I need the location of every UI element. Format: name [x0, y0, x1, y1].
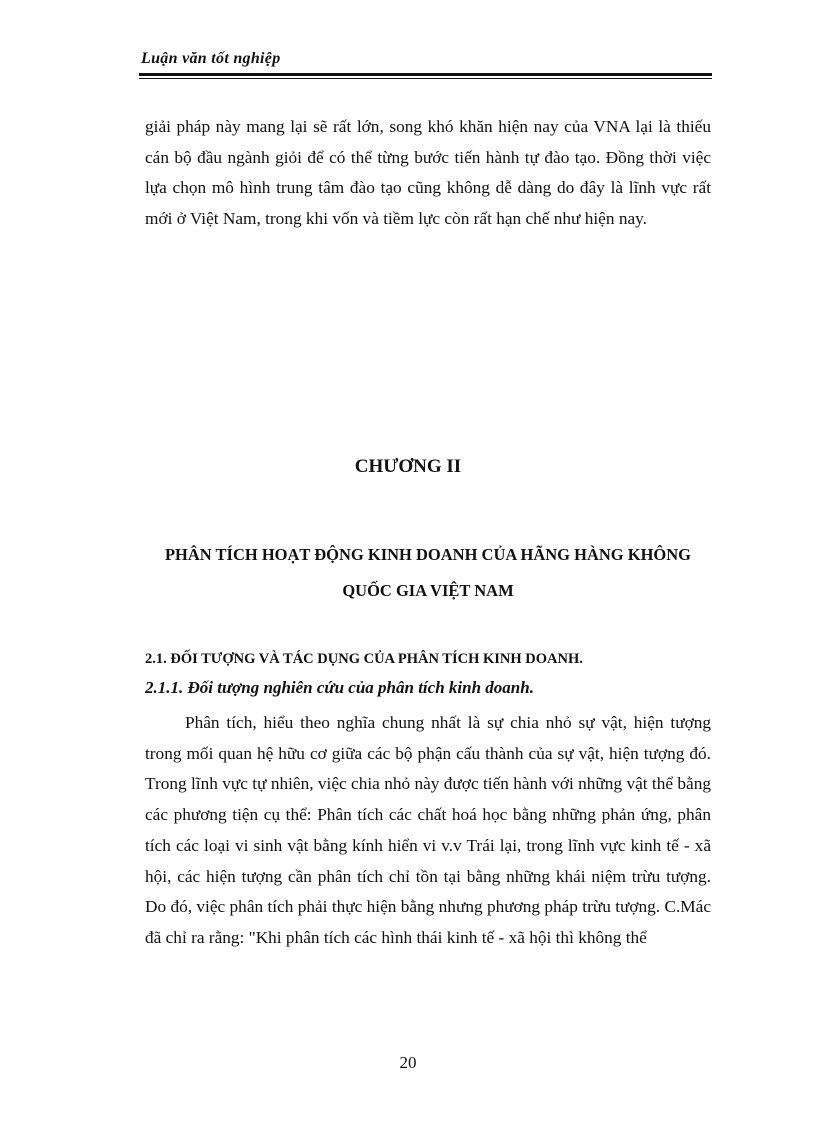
page-number: 20 — [399, 1053, 417, 1072]
header-rule-thick — [139, 73, 712, 76]
section-heading: 2.1. ĐỐI TƯỢNG VÀ TÁC DỤNG CỦA PHÂN TÍCH KINH DOANH. — [145, 651, 583, 667]
running-header-title: Luận văn tốt nghiệp — [141, 50, 281, 67]
analysis-paragraph: Phân tích, hiểu theo nghĩa chung nhất là sự chia nhỏ sự vật, hiện tượng trong mối quan hệ hữu cơ giữa các bộ phận cấu thành của sự vật, hiện tượng đó. Trong lĩnh vực tự nhiên, việc chia nhỏ này được tiến hành với những vật thể bằng các phương tiện cụ thể: Phân tích các chất hoá học bằng những phản ứng, phân tích các loại vi sinh vật bằng kính hiển vi v.v Trái lại, trong lĩnh vực kinh tế - xã hội, các hiện tượng cần phân tích chỉ tồn tại bằng những khái niệm trừu tượng. Do đó, việc phân tích phải thực hiện bằng nhưng phương pháp trừu tượng. C.Mác đã chỉ ra rằng: "Khi phân tích các hình thái kinh tế - xã hội thì không thể — [145, 713, 711, 947]
subsection-heading: 2.1.1. Đối tượng nghiên cứu của phân tích kinh doanh. — [145, 678, 534, 697]
intro-paragraph: giải pháp này mang lại sẽ rất lớn, song khó khăn hiện nay của VNA lại là thiếu cán bộ đầu ngành giỏi để có thể từng bước tiến hành tự đào tạo. Đồng thời việc lựa chọn mô hình trung tâm đào tạo cũng không dễ dàng do đây là lĩnh vực rất mới ở Việt Nam, trong khi vốn và tiềm lực còn rất hạn chế như hiện nay. — [145, 117, 711, 229]
header-rule-thin — [139, 78, 712, 79]
chapter-title — [145, 537, 711, 609]
chapter-number: CHƯƠNG II — [354, 456, 462, 477]
chapter-title-line-1: PHÂN TÍCH HOẠT ĐỘNG KINH DOANH CỦA HÃNG HÀNG KHÔNG — [164, 545, 692, 564]
chapter-title-line-2: QUỐC GIA VIỆT NAM — [342, 581, 514, 600]
